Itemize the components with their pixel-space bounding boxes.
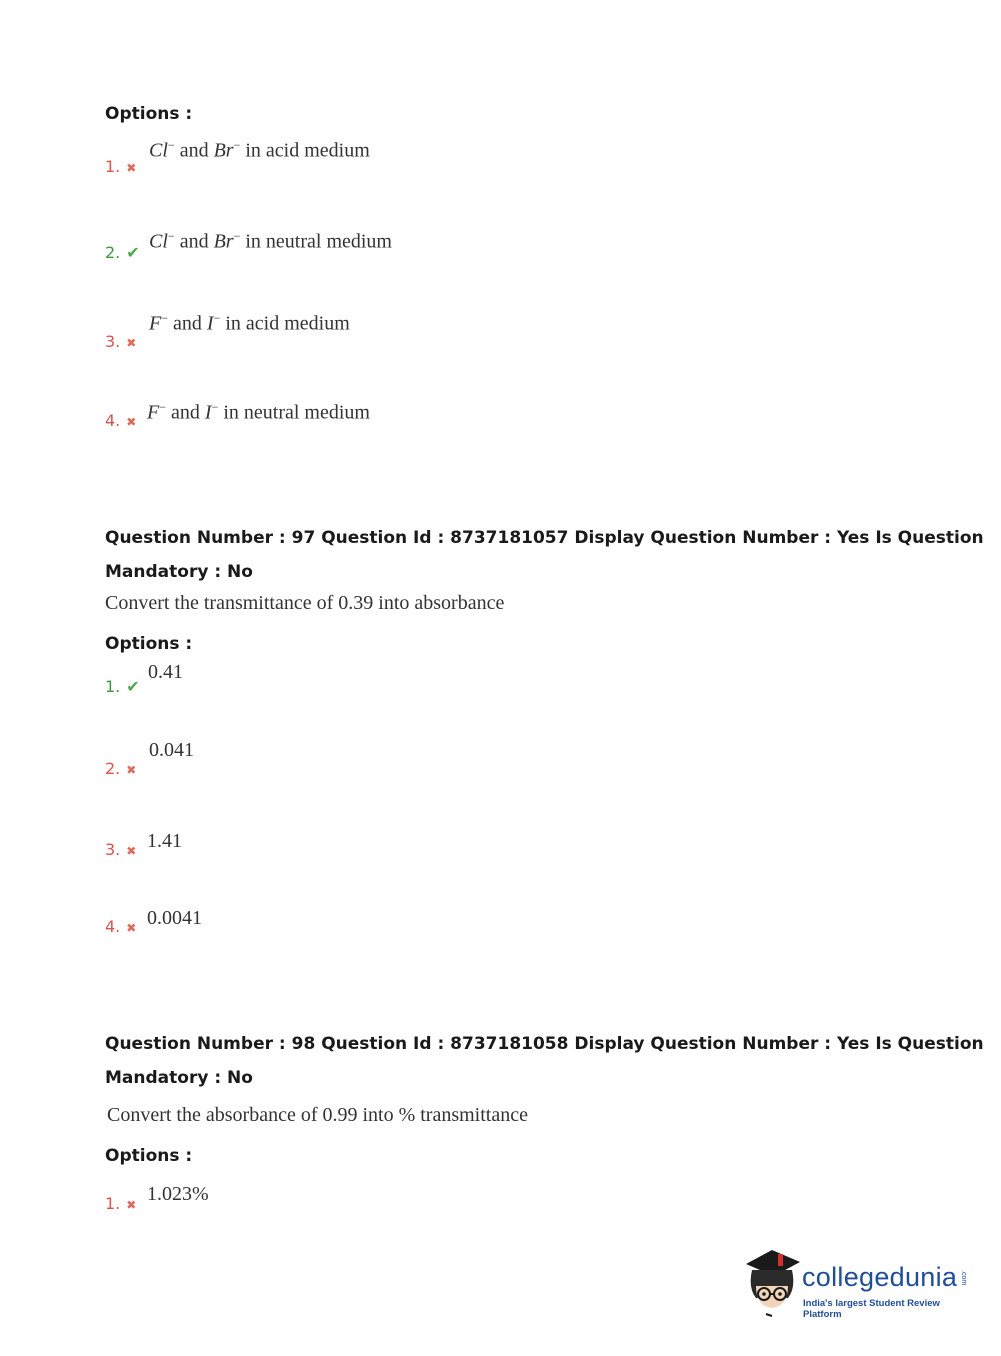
q96-option-4-number: 4. ✖: [105, 411, 137, 430]
cross-icon: ✖: [126, 844, 137, 858]
q98-option-1-number: 1. ✖: [105, 1194, 137, 1213]
options-label: Options :: [105, 104, 193, 124]
logo-suffix: .com: [960, 1270, 967, 1286]
q96-option-4-text: F− and I− in neutral medium: [147, 400, 370, 424]
q97-question-text: Convert the transmittance of 0.39 into absorbance: [105, 592, 505, 614]
q97-meta-line2: Mandatory : No: [105, 562, 253, 582]
collegedunia-logo: [742, 1248, 972, 1320]
q98-option-1-text: 1.023%: [147, 1183, 209, 1205]
cross-icon: ✖: [126, 1198, 137, 1212]
check-icon: ✔: [126, 243, 140, 262]
q96-option-1-number: 1. ✖: [105, 157, 137, 176]
q98-question-text: Convert the absorbance of 0.99 into % transmittance: [107, 1104, 528, 1126]
q98-options-label: Options :: [105, 1146, 193, 1166]
q97-meta-line1: Question Number : 97 Question Id : 8737181057 Display Question Number : Yes Is Question: [105, 528, 984, 548]
q96-option-2-text: Cl− and Br− in neutral medium: [149, 229, 392, 253]
q97-option-2-number: 2. ✖: [105, 759, 137, 778]
cross-icon: ✖: [126, 763, 137, 777]
cross-icon: ✖: [126, 336, 137, 350]
q96-option-2-number: 2. ✔: [105, 243, 140, 262]
q96-option-1-text: Cl− and Br− in acid medium: [149, 138, 370, 162]
q97-option-2-text: 0.041: [149, 739, 194, 761]
q97-option-4-text: 0.0041: [147, 907, 202, 929]
q96-option-3-text: F− and I− in acid medium: [149, 311, 350, 335]
q97-option-1-text: 0.41: [148, 661, 183, 683]
q97-option-3-text: 1.41: [147, 830, 182, 852]
check-icon: ✔: [126, 677, 140, 696]
cross-icon: ✖: [126, 161, 137, 175]
q98-meta-line1: Question Number : 98 Question Id : 8737181058 Display Question Number : Yes Is Question: [105, 1034, 984, 1054]
q97-option-4-number: 4. ✖: [105, 917, 137, 936]
q97-option-1-number: 1. ✔: [105, 677, 140, 696]
q97-options-label: Options :: [105, 634, 193, 654]
mascot-icon: [742, 1248, 802, 1318]
logo-tagline: India's largest Student Review Platform: [803, 1298, 940, 1320]
q96-option-3-number: 3. ✖: [105, 332, 137, 351]
cross-icon: ✖: [126, 415, 137, 429]
q98-meta-line2: Mandatory : No: [105, 1068, 253, 1088]
cross-icon: ✖: [126, 921, 137, 935]
q97-option-3-number: 3. ✖: [105, 840, 137, 859]
logo-wordmark: collegedunia: [802, 1262, 958, 1292]
